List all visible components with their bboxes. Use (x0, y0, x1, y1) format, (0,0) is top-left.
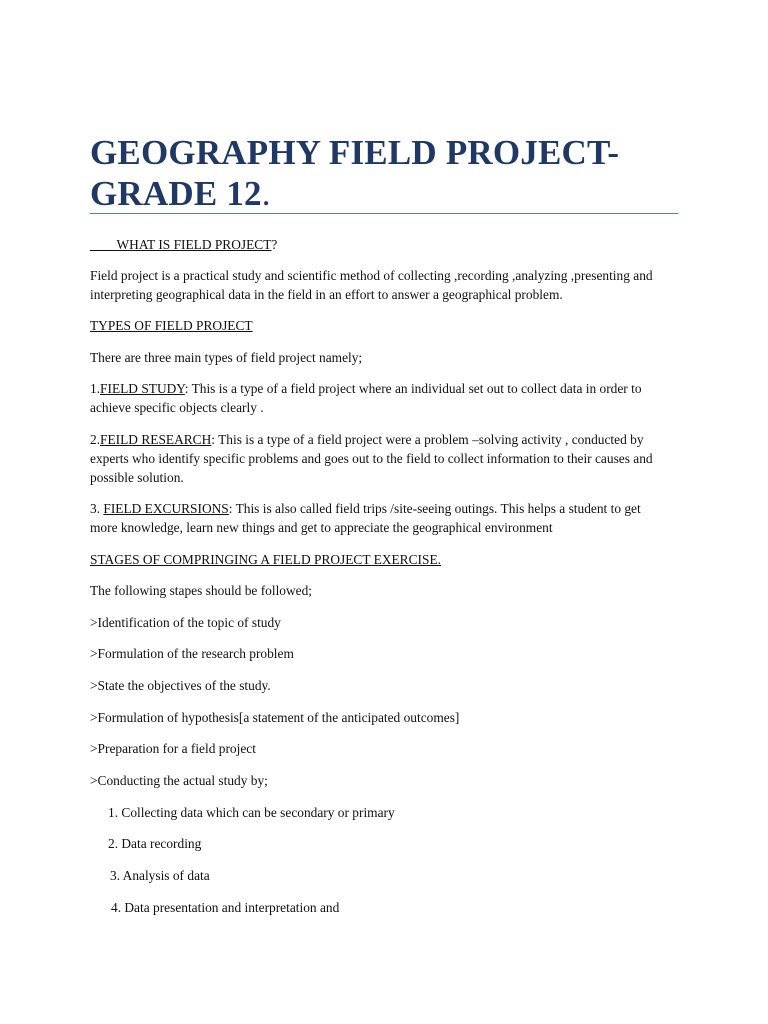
type-3-number: 3. (90, 501, 104, 516)
type-3-line-2: more knowledge, learn new things and get to appreciate the geographical environment (90, 520, 553, 535)
stage-item: >Formulation of the research problem (90, 646, 294, 661)
stages-heading: STAGES OF COMPRINGING A FIELD PROJECT EXERCISE. (90, 552, 441, 567)
type-1-line-1 (90, 379, 690, 398)
types-heading: TYPES OF FIELD PROJECT (90, 318, 253, 333)
types-intro: There are three main types of field project namely; (90, 350, 363, 365)
stage-item: >State the objectives of the study. (90, 678, 271, 693)
type-3-line-1 (90, 499, 690, 518)
question-label: WHAT IS FIELD PROJECT (116, 237, 272, 252)
title-line-2 (90, 173, 690, 214)
type-3-text: : This is also called field trips /site-seeing outings. This helps a student to get (228, 501, 641, 516)
definition-line-2: interpreting geographical data in the field in an effort to answer a geographical problem. (90, 287, 563, 302)
question-heading (90, 235, 690, 254)
type-1-text: : This is a type of a field project where an individual set out to collect data in order to (184, 381, 642, 396)
sub-step-item: 3. Analysis of data (110, 868, 210, 883)
title-period: . (261, 174, 271, 213)
type-2-line-3: possible solution. (90, 470, 184, 485)
sub-step-item: 1. Collecting data which can be secondary or primary (108, 805, 395, 820)
type-2-text: : This is a type of a field project were a problem –solving activity , conducted by (211, 432, 644, 447)
definition-line-1: Field project is a practical study and scientific method of collecting ,recording ,analyzing ,presenting and (90, 268, 653, 283)
title-line-1: GEOGRAPHY FIELD PROJECT- (90, 133, 620, 172)
type-2-label: FEILD RESEARCH (100, 432, 212, 447)
stage-item: >Identification of the topic of study (90, 615, 281, 630)
stages-intro: The following stapes should be followed; (90, 583, 313, 598)
title-grade: GRADE 12 (90, 174, 262, 213)
type-2-line-1 (90, 430, 690, 449)
question-lead-underline (90, 237, 117, 252)
stage-item: >Conducting the actual study by; (90, 773, 268, 788)
question-mark: ? (271, 237, 278, 252)
type-1-number: 1. (90, 381, 101, 396)
sub-step-item: 2. Data recording (108, 836, 202, 851)
type-2-number: 2. (90, 432, 101, 447)
title-divider (90, 213, 678, 214)
type-1-label: FIELD STUDY (100, 381, 185, 396)
document-title (90, 132, 690, 214)
type-3-label: FIELD EXCURSIONS (103, 501, 229, 516)
sub-step-item: 4. Data presentation and interpretation and (111, 900, 340, 915)
type-1-line-2: achieve specific objects clearly . (90, 400, 264, 415)
stage-item: >Preparation for a field project (90, 741, 256, 756)
stage-item: >Formulation of hypothesis[a statement of the anticipated outcomes] (90, 710, 460, 725)
type-2-line-2: experts who identify specific problems and goes out to the field to collect information to their causes and (90, 451, 653, 466)
